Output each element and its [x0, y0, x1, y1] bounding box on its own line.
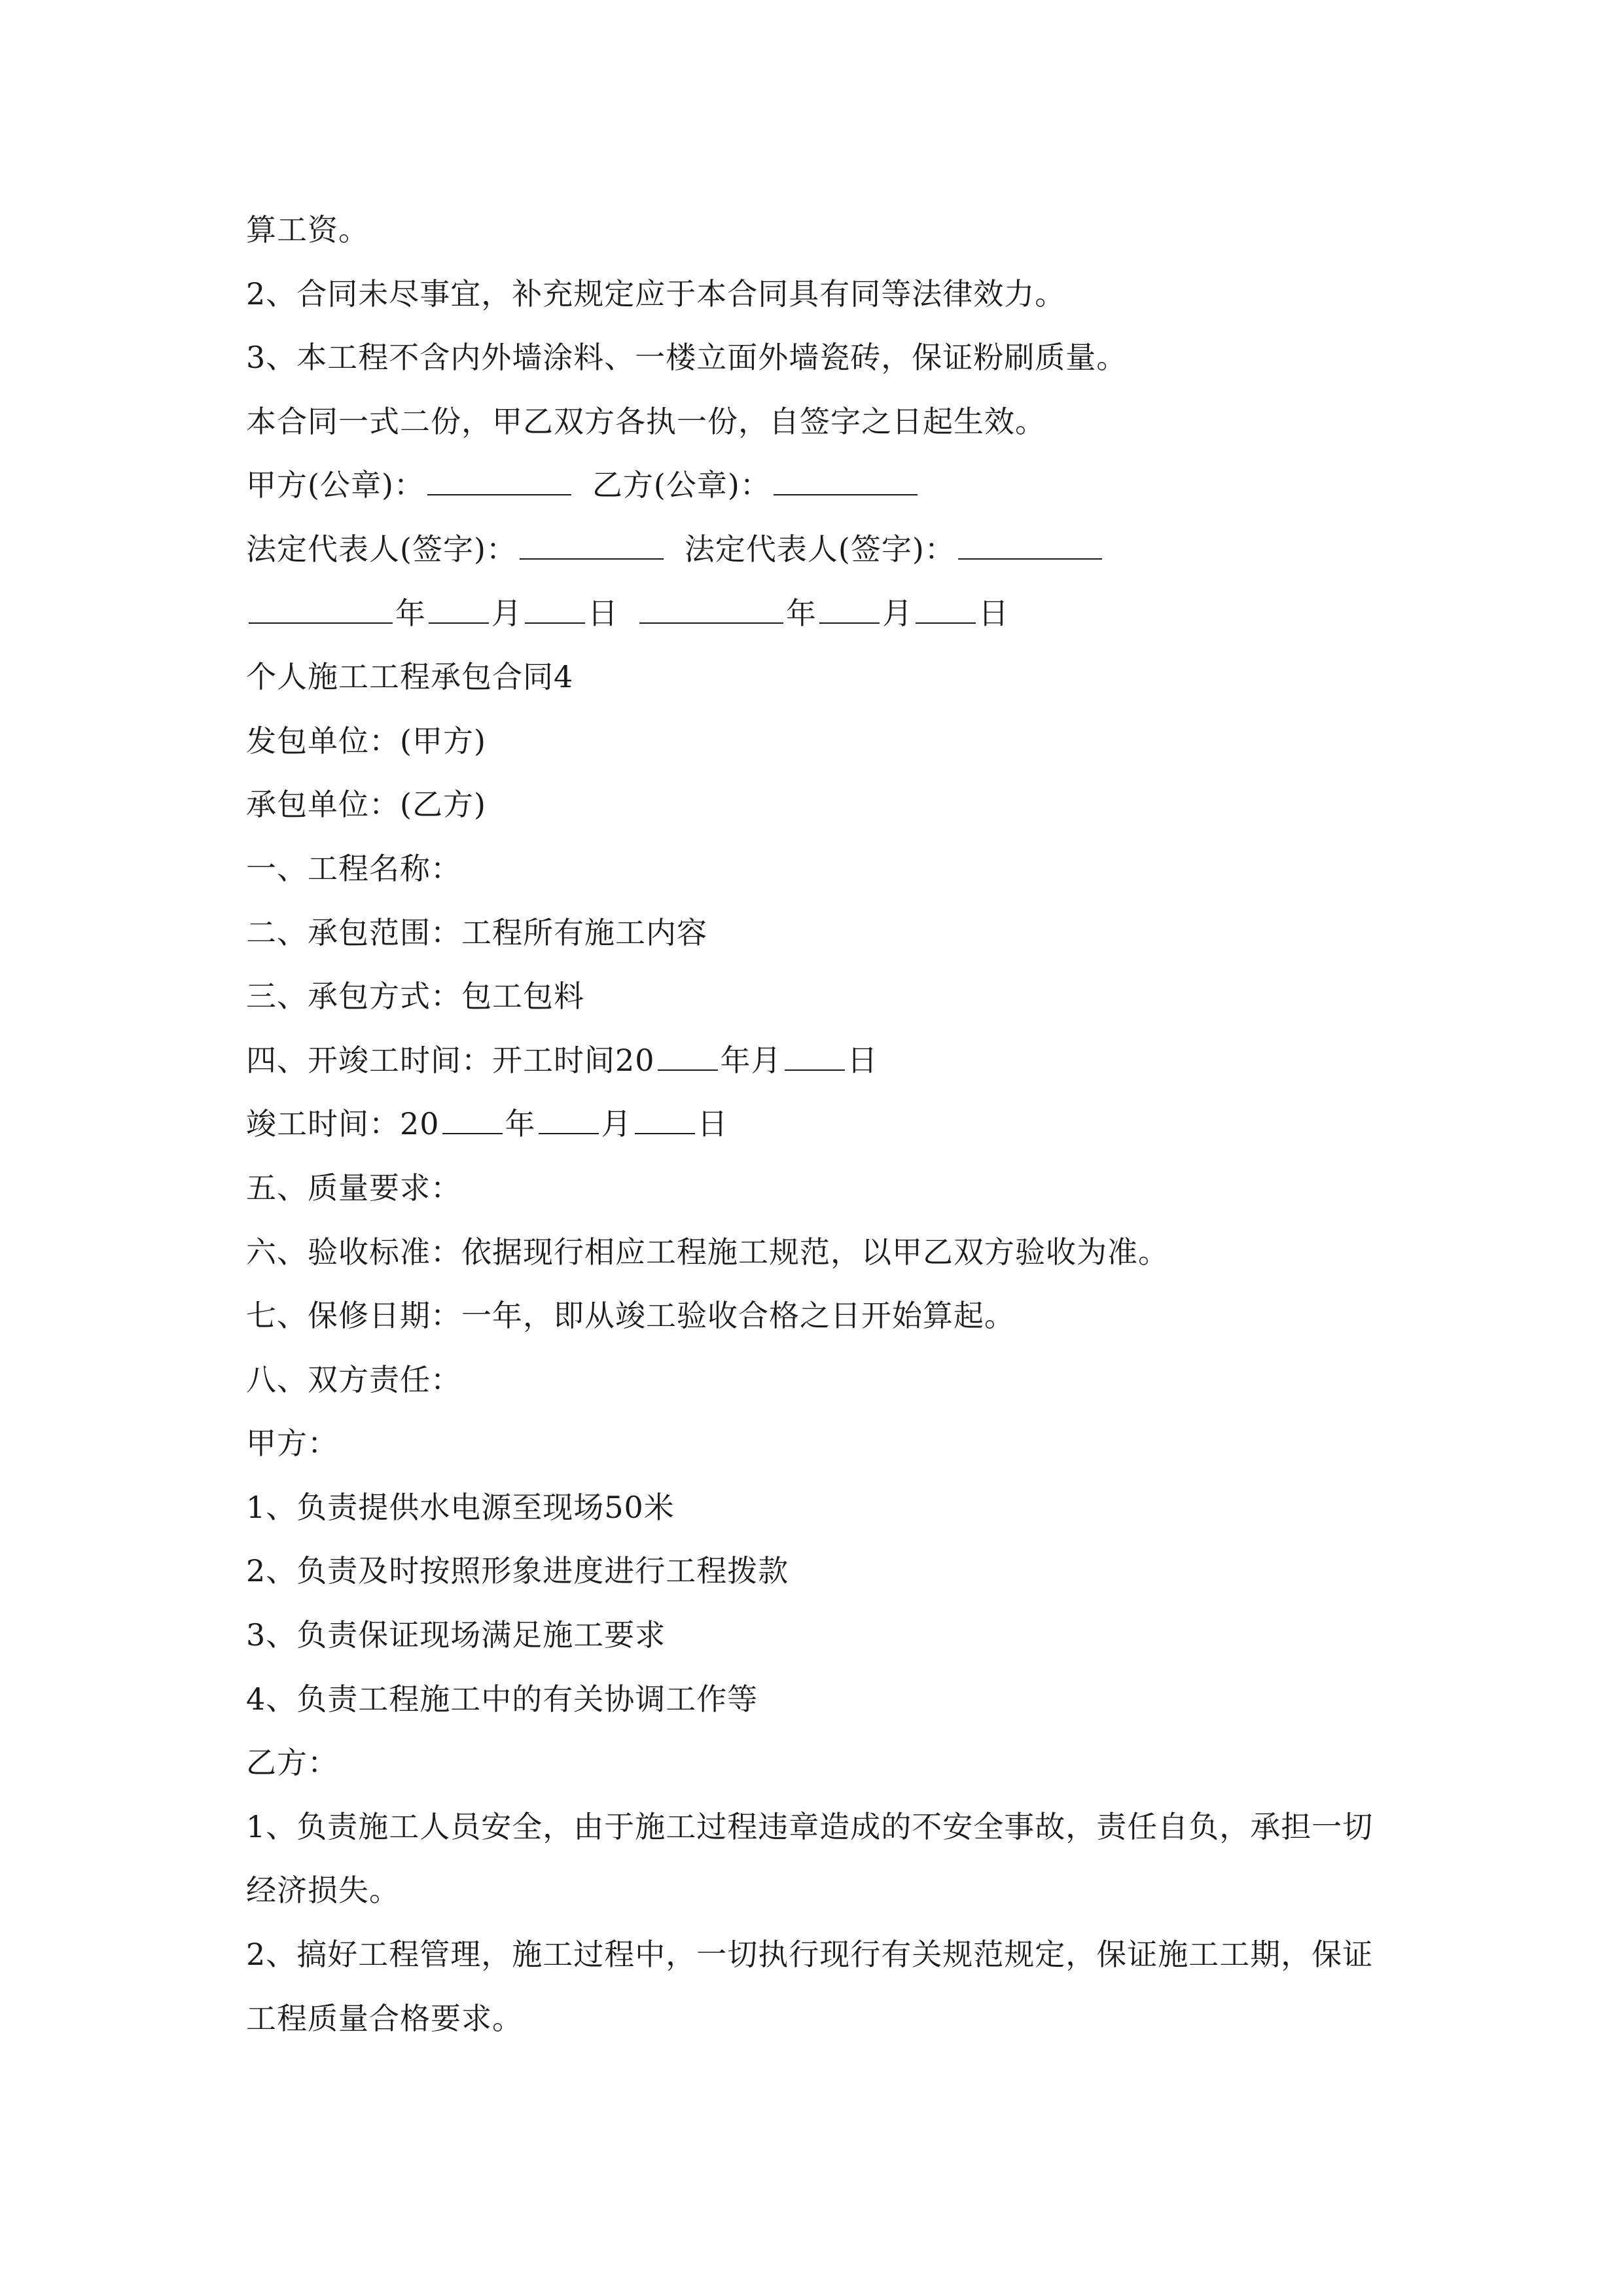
party-a-heading: 甲方：	[246, 1426, 338, 1462]
month-label: 月	[491, 595, 522, 631]
document-body	[246, 198, 1385, 2051]
day-label: 日	[588, 595, 618, 631]
completion-month-blank	[539, 1104, 599, 1134]
contract-title: 个人施工工程承包合同4	[246, 659, 574, 695]
start-day-blank	[785, 1041, 845, 1071]
paragraph: 3、本工程不含内外墙涂料、一楼立面外墙瓷砖，保证粉刷质量。	[246, 340, 1128, 376]
party-a-rep-blank	[520, 529, 664, 560]
section-6: 六、验收标准：依据现行相应工程施工规范，以甲乙双方验收为准。	[246, 1234, 1169, 1270]
paragraph: 本合同一式二份，甲乙双方各执一份，自签字之日起生效。	[246, 403, 1046, 439]
section-3: 三、承包方式：包工包料	[246, 978, 584, 1014]
party-a-item-2: 2、负责及时按照形象进度进行工程拨款	[246, 1553, 789, 1589]
party-b-rep-blank	[958, 529, 1102, 560]
employer-line: 发包单位：(甲方)	[246, 723, 486, 759]
day-blank	[916, 594, 976, 624]
section-5: 五、质量要求：	[246, 1170, 461, 1206]
party-a-seal-blank	[427, 465, 571, 495]
party-b-heading: 乙方：	[246, 1745, 338, 1781]
section-2: 二、承包范围：工程所有施工内容	[246, 914, 707, 950]
party-a-item-4: 4、负责工程施工中的有关协调工作等	[246, 1681, 758, 1717]
paragraph: 2、合同未尽事宜，补充规定应于本合同具有同等法律效力。	[246, 276, 1066, 312]
party-a-item-1: 1、负责提供水电源至现场50米	[246, 1489, 675, 1525]
completion-day-label: 日	[697, 1106, 728, 1142]
section-4	[246, 1029, 1385, 1093]
month-blank	[429, 594, 489, 624]
representative-line	[246, 518, 1385, 582]
party-a-rep-label: 法定代表人(签字)：	[246, 531, 517, 567]
party-a-item-3: 3、负责保证现场满足施工要求	[246, 1617, 666, 1653]
completion-month-label: 月	[601, 1106, 632, 1142]
start-day-label: 日	[847, 1042, 878, 1078]
section-8: 八、双方责任：	[246, 1361, 461, 1397]
year-blank	[249, 594, 393, 624]
day-label: 日	[978, 595, 1009, 631]
day-blank	[525, 594, 585, 624]
start-time-label: 四、开竣工时间：开工时间20	[246, 1042, 655, 1078]
party-b-seal-label: 乙方(公章)：	[592, 467, 771, 503]
completion-day-blank	[635, 1104, 695, 1134]
completion-year-label: 年	[505, 1106, 536, 1142]
completion-label: 竣工时间：20	[246, 1106, 440, 1142]
party-b-item-1: 1、负责施工人员安全，由于施工过程违章造成的不安全事故，责任自负，承担一切经济损失。	[246, 1808, 1374, 1909]
month-blank	[819, 594, 880, 624]
completion-time	[246, 1092, 1385, 1157]
seal-line	[246, 454, 1385, 518]
party-b-rep-label: 法定代表人(签字)：	[684, 531, 955, 567]
party-b-seal-blank	[774, 465, 918, 495]
year-label: 年	[786, 595, 817, 631]
date-line	[246, 582, 1385, 646]
contractor-line: 承包单位：(乙方)	[246, 787, 486, 823]
year-blank	[639, 594, 783, 624]
year-label: 年	[395, 595, 426, 631]
party-a-seal-label: 甲方(公章)：	[246, 467, 425, 503]
section-7: 七、保修日期：一年，即从竣工验收合格之日开始算起。	[246, 1298, 1015, 1334]
start-year-blank	[658, 1041, 718, 1071]
start-year-month-label: 年月	[720, 1042, 782, 1078]
completion-year-blank	[442, 1104, 503, 1134]
section-1: 一、工程名称：	[246, 850, 461, 886]
month-label: 月	[882, 595, 913, 631]
paragraph: 算工资。	[246, 212, 369, 247]
party-b-item-2: 2、搞好工程管理，施工过程中，一切执行现行有关规范规定，保证施工工期，保证工程质量合格要求。	[246, 1937, 1374, 2036]
